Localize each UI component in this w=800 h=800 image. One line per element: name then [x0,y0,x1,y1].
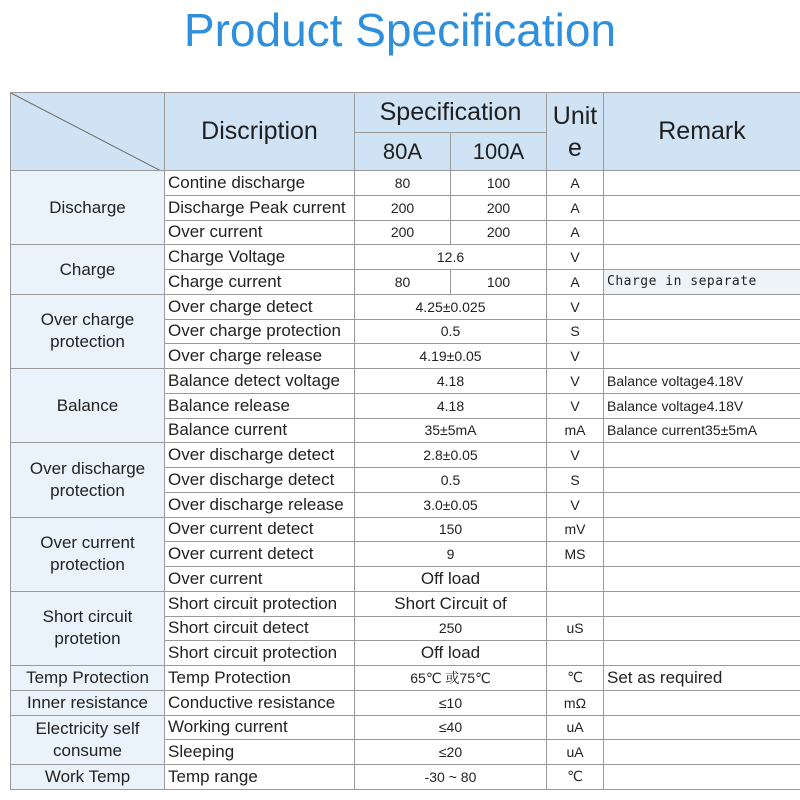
row-unit: S [547,319,604,344]
group-electricity: Electricity self consume [11,715,165,765]
row-remark: Charge in separate [604,270,800,295]
row-value-80a: 200 [355,195,451,220]
row-item: Short circuit protection [165,591,355,616]
row-item: Over charge detect [165,294,355,319]
page-title: Product Specification [183,4,617,56]
row-unit: mV [547,517,604,542]
group-work-temp: Work Temp [11,765,165,790]
row-unit [547,591,604,616]
row-item: Charge Voltage [165,245,355,270]
header-remark: Remark [604,93,800,171]
header-unit [547,93,604,171]
row-item: Balance detect voltage [165,369,355,394]
row-value: 4.18 [355,393,547,418]
table-row [11,369,800,394]
row-unit: S [547,468,604,493]
row-value-100a: 200 [451,220,547,245]
row-remark [604,171,800,196]
row-value: Off load [355,567,547,592]
row-value-80a: 200 [355,220,451,245]
table-row [11,690,800,715]
row-item: Over current [165,220,355,245]
row-unit: ℃ [547,666,604,691]
group-temp: Temp Protection [11,666,165,691]
row-remark [604,245,800,270]
row-item: Sleeping [165,740,355,765]
row-value: 150 [355,517,547,542]
row-remark [604,443,800,468]
row-unit: uA [547,740,604,765]
table-row [11,171,800,196]
row-remark [604,517,800,542]
row-value-80a: 80 [355,171,451,196]
row-item: Contine discharge [165,171,355,196]
row-unit: V [547,294,604,319]
row-value: 0.5 [355,319,547,344]
row-item: Over discharge release [165,492,355,517]
table-row [11,591,800,616]
row-remark [604,294,800,319]
row-unit: mA [547,418,604,443]
row-value: 9 [355,542,547,567]
row-value-80a: 80 [355,270,451,295]
row-remark [604,195,800,220]
row-value: ≤10 [355,690,547,715]
row-item: Over charge protection [165,319,355,344]
group-over-discharge: Over discharge protection [11,443,165,517]
row-remark [604,740,800,765]
row-item: Discharge Peak current [165,195,355,220]
row-unit: MS [547,542,604,567]
header-80a: 80A [355,133,451,171]
row-value: Off load [355,641,547,666]
row-remark [604,220,800,245]
row-value: ≤40 [355,715,547,740]
row-value: 2.8±0.05 [355,443,547,468]
header-unit-line1: Unit [552,101,598,130]
row-remark [604,641,800,666]
row-remark: Balance current35±5mA [604,418,800,443]
row-unit: mΩ [547,690,604,715]
row-remark [604,616,800,641]
group-over-current: Over current protection [11,517,165,591]
row-item: Balance current [165,418,355,443]
row-value: 3.0±0.05 [355,492,547,517]
row-unit: V [547,245,604,270]
row-unit [547,641,604,666]
row-item: Over current detect [165,542,355,567]
row-item: Working current [165,715,355,740]
header-description: Discription [165,93,355,171]
row-unit: uA [547,715,604,740]
row-unit: V [547,369,604,394]
row-item: Over discharge detect [165,443,355,468]
row-value: 250 [355,616,547,641]
table-row [11,443,800,468]
header-specification: Specification [355,93,547,133]
row-value: Short Circuit of [355,591,547,616]
row-unit: A [547,195,604,220]
table-row [11,715,800,740]
row-unit: A [547,270,604,295]
row-remark: Set as required [604,666,800,691]
group-balance: Balance [11,369,165,443]
row-unit [547,567,604,592]
table-row [11,765,800,790]
row-value-100a: 200 [451,195,547,220]
row-value: 35±5mA [355,418,547,443]
table-row [11,294,800,319]
row-value: 4.19±0.05 [355,344,547,369]
row-item: Charge current [165,270,355,295]
spec-table [10,92,800,790]
header-100a: 100A [451,133,547,171]
row-item: Over charge release [165,344,355,369]
row-item: Short circuit detect [165,616,355,641]
header-row [11,93,800,133]
row-item: Balance release [165,393,355,418]
row-unit: V [547,492,604,517]
group-inner: Inner resistance [11,690,165,715]
group-over-charge: Over charge protection [11,294,165,368]
row-value: -30 ~ 80 [355,765,547,790]
row-value-100a: 100 [451,270,547,295]
row-remark [604,492,800,517]
row-unit: A [547,171,604,196]
row-item: Over current [165,567,355,592]
row-remark [604,715,800,740]
row-remark [604,319,800,344]
table-row [11,245,800,270]
row-remark [604,765,800,790]
row-value-100a: 100 [451,171,547,196]
row-item: Conductive resistance [165,690,355,715]
diagonal-line [11,93,165,171]
row-value: 4.25±0.025 [355,294,547,319]
row-value: 4.18 [355,369,547,394]
row-item: Temp range [165,765,355,790]
row-remark: Balance voltage4.18V [604,369,800,394]
row-unit: V [547,344,604,369]
row-remark [604,591,800,616]
row-remark: Balance voltage4.18V [604,393,800,418]
row-remark [604,690,800,715]
header-corner-cell [11,93,165,171]
group-discharge: Discharge [11,171,165,245]
row-item: Short circuit protection [165,641,355,666]
table-row [11,517,800,542]
row-unit: ℃ [547,765,604,790]
group-charge: Charge [11,245,165,295]
row-remark [604,542,800,567]
row-value: 0.5 [355,468,547,493]
row-remark [604,344,800,369]
row-unit: uS [547,616,604,641]
row-unit: A [547,220,604,245]
row-unit: V [547,443,604,468]
header-unit-line2: e [568,133,582,162]
row-item: Temp Protection [165,666,355,691]
group-short-circuit: Short circuit protetion [11,591,165,665]
row-value: 12.6 [355,245,547,270]
row-item: Over current detect [165,517,355,542]
row-value: ≤20 [355,740,547,765]
row-remark [604,468,800,493]
row-remark [604,567,800,592]
row-value: 65℃ 或75℃ [355,666,547,691]
table-row [11,666,800,691]
row-unit: V [547,393,604,418]
row-item: Over discharge detect [165,468,355,493]
